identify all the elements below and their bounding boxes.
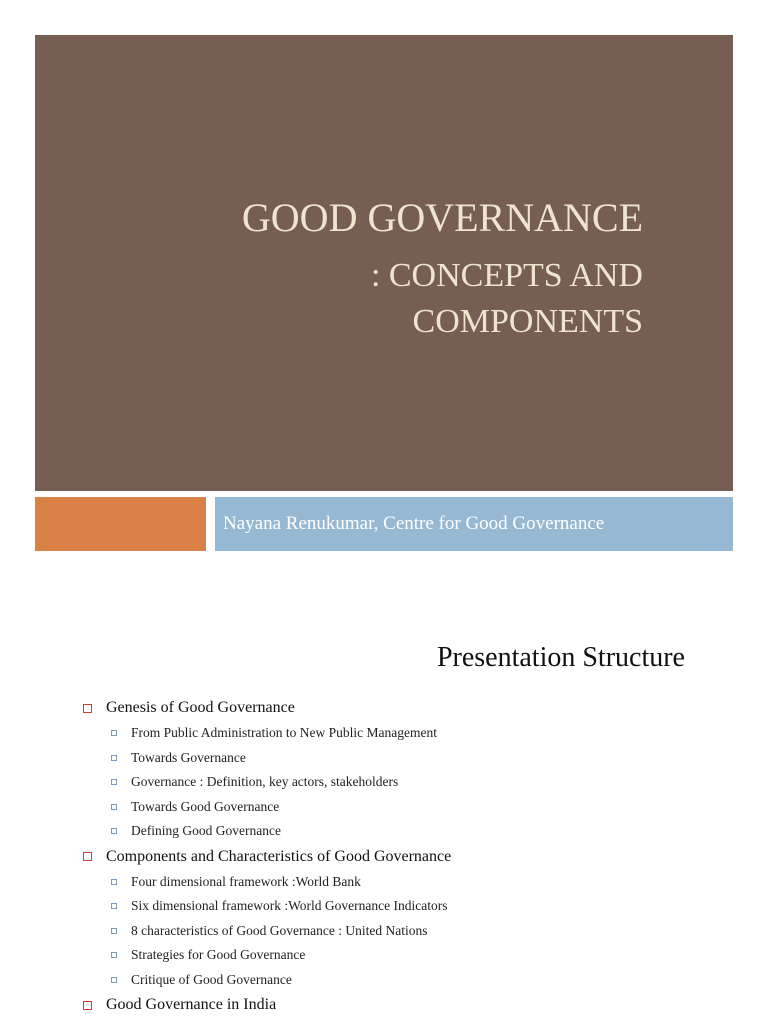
presentation-structure-heading: Presentation Structure (436, 642, 685, 673)
square-bullet-icon (83, 1001, 92, 1010)
author-bar (215, 497, 733, 551)
sub-item (111, 870, 723, 895)
small-square-bullet-icon (111, 928, 117, 934)
author-name: Nayana Renukumar, Centre for Good Governance (223, 513, 605, 534)
outline-section (83, 992, 723, 1018)
slide-subtitle-line-2: COMPONENTS (412, 303, 643, 340)
small-square-bullet-icon (111, 804, 117, 810)
sub-item-label: Critique of Good Governance (131, 971, 292, 987)
small-square-bullet-icon (111, 828, 117, 834)
section-label: Genesis of Good Governance (106, 699, 295, 716)
sub-list (83, 721, 723, 844)
square-bullet-icon (83, 852, 92, 861)
small-square-bullet-icon (111, 779, 117, 785)
outline-section (83, 844, 723, 993)
sub-item (111, 894, 723, 919)
small-square-bullet-icon (111, 952, 117, 958)
slide-title: GOOD GOVERNANCE (241, 195, 643, 240)
small-square-bullet-icon (111, 730, 117, 736)
small-square-bullet-icon (111, 903, 117, 909)
sub-item (111, 968, 723, 993)
sub-item (111, 746, 723, 771)
sub-item (111, 919, 723, 944)
sub-item-label: Governance : Definition, key actors, stakeholders (131, 774, 399, 790)
sub-item (111, 721, 723, 746)
sub-item-label: From Public Administration to New Public Management (131, 725, 437, 741)
sub-item (111, 795, 723, 820)
sub-item (111, 770, 723, 795)
title-slide (35, 35, 733, 491)
slide-subtitle-line-1: : CONCEPTS AND (370, 257, 643, 294)
sub-item-label: Four dimensional framework :World Bank (131, 873, 361, 889)
sub-item (111, 943, 723, 968)
sub-item (111, 819, 723, 844)
square-bullet-icon (83, 704, 92, 713)
sub-item-label: Towards Good Governance (131, 798, 280, 814)
sub-list (83, 870, 723, 993)
outline-list (83, 695, 723, 1018)
sub-item-label: Six dimensional framework :World Governance Indicators (131, 898, 448, 914)
slide-subtitle (371, 253, 643, 345)
section-label: Components and Characteristics of Good Governance (106, 847, 452, 865)
small-square-bullet-icon (111, 755, 117, 761)
orange-accent-block (35, 497, 206, 551)
small-square-bullet-icon (111, 879, 117, 885)
sub-item-label: Defining Good Governance (131, 823, 281, 839)
sub-item-label: Towards Governance (131, 749, 246, 765)
outline-section (83, 695, 723, 844)
sub-item-label: Strategies for Good Governance (131, 947, 306, 963)
small-square-bullet-icon (111, 977, 117, 983)
section-label: Good Governance in India (106, 996, 277, 1013)
sub-item-label: 8 characteristics of Good Governance : United Nations (131, 922, 428, 938)
